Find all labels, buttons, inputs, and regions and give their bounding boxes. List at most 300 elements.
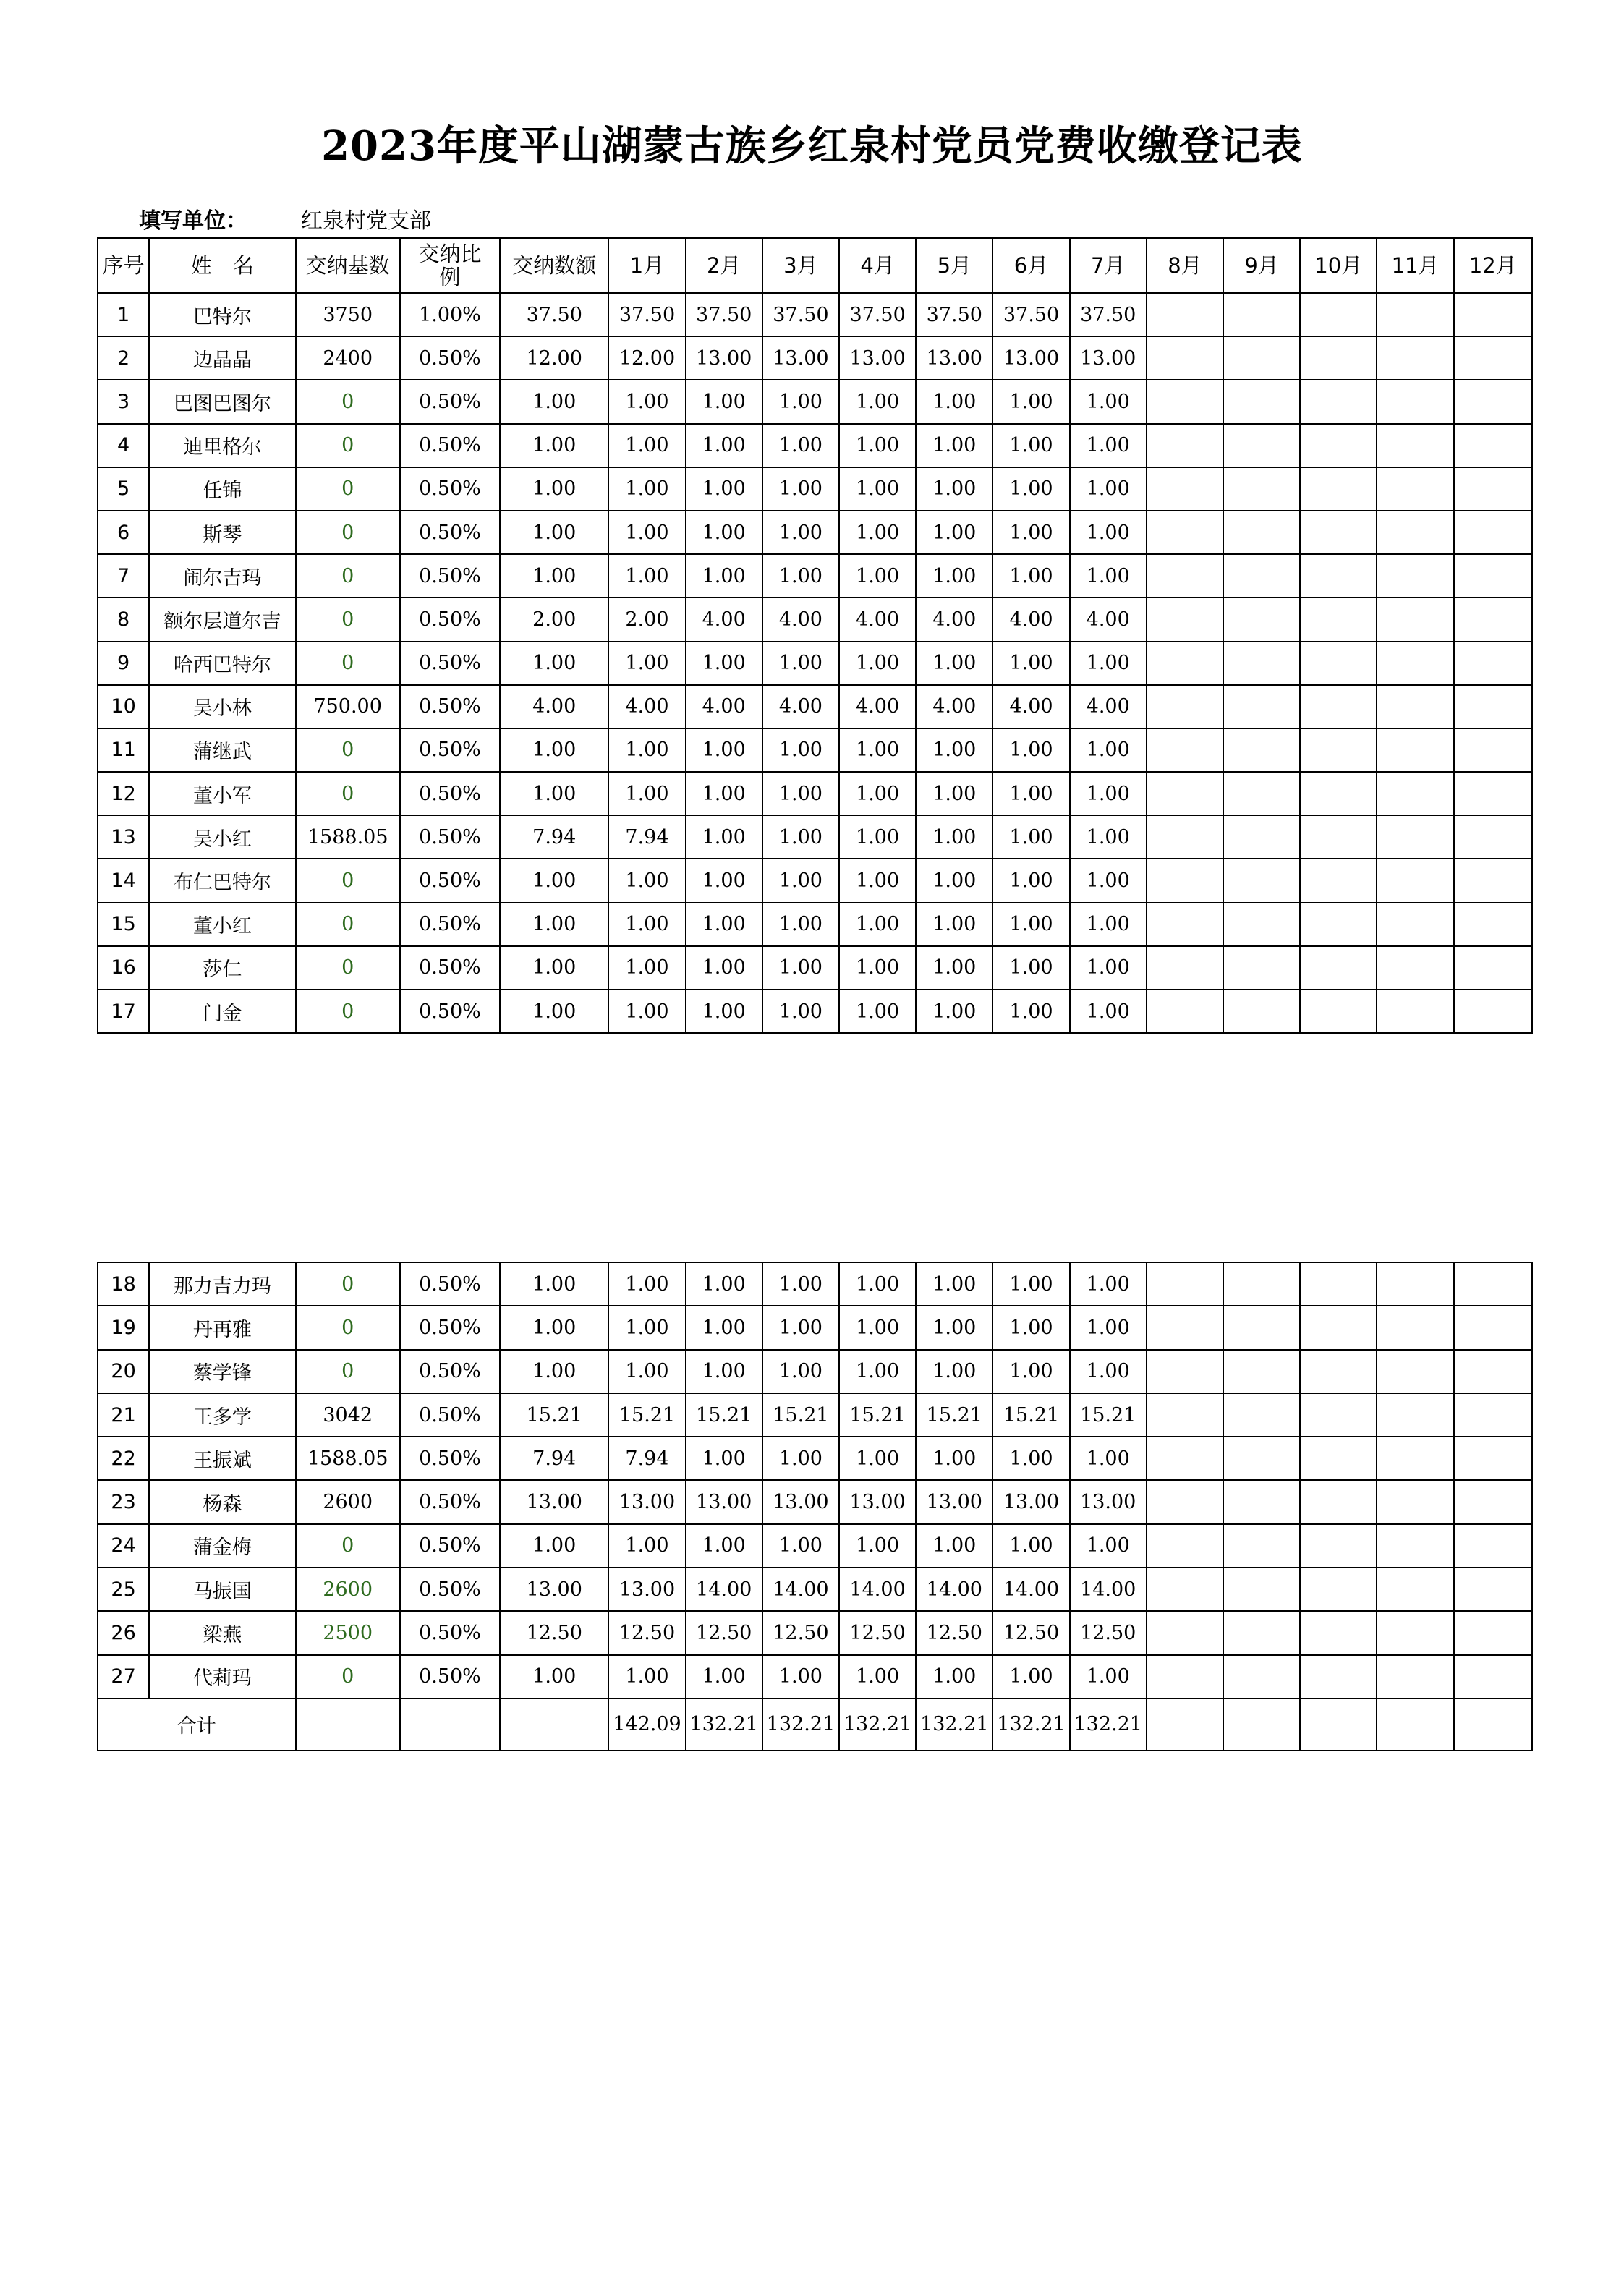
row-month-5: 1.00 (916, 554, 992, 598)
table-body-part-2 (98, 1262, 1532, 1751)
row-ratio: 0.50% (400, 511, 500, 554)
table-row (98, 642, 1532, 685)
row-base: 1588.05 (296, 1437, 400, 1480)
row-month-6: 1.00 (992, 1437, 1069, 1480)
row-month-6: 13.00 (992, 1480, 1069, 1523)
row-month-1: 1.00 (608, 1524, 685, 1568)
row-month-3: 13.00 (762, 1480, 839, 1523)
header-ratio-line2: 例 (439, 265, 461, 289)
row-month-7: 1.00 (1070, 424, 1147, 467)
row-month-10 (1300, 642, 1377, 685)
total-month-11 (1377, 1698, 1453, 1751)
row-name: 吴小红 (149, 815, 295, 859)
row-month-4: 1.00 (839, 1350, 916, 1393)
row-month-6: 37.50 (992, 293, 1069, 336)
header-month-9: 9月 (1223, 238, 1300, 293)
row-seq: 5 (98, 467, 149, 511)
row-month-6: 4.00 (992, 685, 1069, 728)
table-row (98, 1524, 1532, 1568)
row-month-9 (1223, 859, 1300, 902)
row-month-1: 7.94 (608, 815, 685, 859)
row-month-9 (1223, 685, 1300, 728)
row-month-8 (1147, 554, 1223, 598)
row-ratio: 0.50% (400, 728, 500, 772)
row-amount: 37.50 (500, 293, 608, 336)
row-month-5: 15.21 (916, 1393, 992, 1437)
row-month-6: 13.00 (992, 336, 1069, 380)
row-month-6: 1.00 (992, 467, 1069, 511)
row-seq: 6 (98, 511, 149, 554)
row-month-1: 13.00 (608, 1568, 685, 1611)
row-month-3: 1.00 (762, 815, 839, 859)
row-month-8 (1147, 1306, 1223, 1349)
total-month-10 (1300, 1698, 1377, 1751)
row-base: 0 (296, 642, 400, 685)
row-base: 0 (296, 1306, 400, 1349)
row-month-5: 1.00 (916, 642, 992, 685)
row-month-11 (1377, 293, 1453, 336)
row-seq: 1 (98, 293, 149, 336)
row-month-7: 1.00 (1070, 1262, 1147, 1306)
row-month-1: 1.00 (608, 859, 685, 902)
row-seq: 17 (98, 990, 149, 1033)
row-month-10 (1300, 336, 1377, 380)
row-month-10 (1300, 1480, 1377, 1523)
filling-unit-value: 红泉村党支部 (301, 208, 431, 234)
row-month-6: 1.00 (992, 1350, 1069, 1393)
row-month-4: 4.00 (839, 598, 916, 641)
row-month-10 (1300, 380, 1377, 423)
total-month-9 (1223, 1698, 1300, 1751)
row-month-5: 13.00 (916, 1480, 992, 1523)
row-month-4: 12.50 (839, 1611, 916, 1654)
table-row (98, 1437, 1532, 1480)
row-ratio: 0.50% (400, 336, 500, 380)
row-month-10 (1300, 903, 1377, 946)
row-amount: 1.00 (500, 903, 608, 946)
row-ratio: 0.50% (400, 1568, 500, 1611)
row-month-5: 1.00 (916, 772, 992, 815)
filling-unit-label: 填写单位： (139, 208, 247, 234)
row-ratio: 0.50% (400, 380, 500, 423)
row-month-9 (1223, 424, 1300, 467)
row-name: 蒲金梅 (149, 1524, 295, 1568)
table-row (98, 1393, 1532, 1437)
row-name: 边晶晶 (149, 336, 295, 380)
row-seq: 3 (98, 380, 149, 423)
row-month-6: 12.50 (992, 1611, 1069, 1654)
dues-table-part-2 (97, 1262, 1533, 1751)
row-month-9 (1223, 1611, 1300, 1654)
row-month-10 (1300, 990, 1377, 1033)
row-ratio: 0.50% (400, 1655, 500, 1698)
row-month-11 (1377, 903, 1453, 946)
row-base: 0 (296, 598, 400, 641)
row-month-2: 1.00 (686, 903, 762, 946)
row-month-4: 1.00 (839, 380, 916, 423)
row-month-2: 1.00 (686, 554, 762, 598)
row-ratio: 0.50% (400, 946, 500, 990)
row-month-6: 14.00 (992, 1568, 1069, 1611)
row-amount: 13.00 (500, 1480, 608, 1523)
row-month-5: 1.00 (916, 424, 992, 467)
row-month-9 (1223, 642, 1300, 685)
row-month-5: 1.00 (916, 946, 992, 990)
row-month-4: 1.00 (839, 467, 916, 511)
row-name: 吴小林 (149, 685, 295, 728)
total-label: 合计 (98, 1698, 296, 1751)
row-month-3: 1.00 (762, 642, 839, 685)
row-seq: 25 (98, 1568, 149, 1611)
row-month-3: 1.00 (762, 1655, 839, 1698)
row-month-10 (1300, 511, 1377, 554)
row-month-2: 1.00 (686, 946, 762, 990)
row-month-7: 1.00 (1070, 467, 1147, 511)
row-month-12 (1454, 772, 1532, 815)
row-month-3: 4.00 (762, 598, 839, 641)
total-month-7: 132.21 (1070, 1698, 1147, 1751)
row-month-6: 1.00 (992, 772, 1069, 815)
row-month-1: 1.00 (608, 772, 685, 815)
row-month-10 (1300, 1350, 1377, 1393)
row-month-11 (1377, 336, 1453, 380)
row-month-7: 14.00 (1070, 1568, 1147, 1611)
row-amount: 1.00 (500, 380, 608, 423)
row-month-2: 1.00 (686, 772, 762, 815)
row-month-8 (1147, 815, 1223, 859)
row-amount: 4.00 (500, 685, 608, 728)
row-month-4: 1.00 (839, 990, 916, 1033)
table-row (98, 1262, 1532, 1306)
row-month-12 (1454, 336, 1532, 380)
row-month-12 (1454, 1306, 1532, 1349)
row-month-2: 1.00 (686, 1655, 762, 1698)
table-row (98, 336, 1532, 380)
row-month-3: 1.00 (762, 554, 839, 598)
row-month-1: 12.50 (608, 1611, 685, 1654)
row-month-1: 1.00 (608, 642, 685, 685)
row-month-7: 1.00 (1070, 1437, 1147, 1480)
table-row (98, 1480, 1532, 1523)
row-month-5: 13.00 (916, 336, 992, 380)
row-month-3: 1.00 (762, 946, 839, 990)
row-month-8 (1147, 1393, 1223, 1437)
row-amount: 1.00 (500, 467, 608, 511)
row-name: 迪里格尔 (149, 424, 295, 467)
row-month-9 (1223, 380, 1300, 423)
total-month-3: 132.21 (762, 1698, 839, 1751)
row-month-3: 1.00 (762, 728, 839, 772)
row-month-9 (1223, 815, 1300, 859)
row-month-2: 1.00 (686, 380, 762, 423)
row-month-10 (1300, 598, 1377, 641)
row-month-6: 1.00 (992, 1655, 1069, 1698)
row-month-4: 13.00 (839, 336, 916, 380)
row-month-12 (1454, 642, 1532, 685)
row-month-9 (1223, 1655, 1300, 1698)
row-name: 额尔层道尔吉 (149, 598, 295, 641)
row-ratio: 0.50% (400, 903, 500, 946)
row-seq: 22 (98, 1437, 149, 1480)
row-month-11 (1377, 946, 1453, 990)
row-base: 0 (296, 1655, 400, 1698)
row-month-4: 1.00 (839, 642, 916, 685)
header-month-4: 4月 (839, 238, 916, 293)
row-month-5: 1.00 (916, 1306, 992, 1349)
row-month-11 (1377, 1611, 1453, 1654)
row-month-7: 12.50 (1070, 1611, 1147, 1654)
row-month-3: 12.50 (762, 1611, 839, 1654)
row-month-8 (1147, 1524, 1223, 1568)
row-ratio: 0.50% (400, 1393, 500, 1437)
row-month-3: 4.00 (762, 685, 839, 728)
row-month-4: 1.00 (839, 772, 916, 815)
row-month-2: 1.00 (686, 1524, 762, 1568)
row-month-11 (1377, 1480, 1453, 1523)
row-month-5: 4.00 (916, 598, 992, 641)
row-month-9 (1223, 1480, 1300, 1523)
row-month-6: 4.00 (992, 598, 1069, 641)
row-name: 董小军 (149, 772, 295, 815)
table-row (98, 1350, 1532, 1393)
total-ratio (400, 1698, 500, 1751)
row-month-3: 1.00 (762, 1306, 839, 1349)
row-seq: 7 (98, 554, 149, 598)
row-ratio: 0.50% (400, 772, 500, 815)
row-month-11 (1377, 1350, 1453, 1393)
row-month-9 (1223, 554, 1300, 598)
row-month-3: 37.50 (762, 293, 839, 336)
row-month-2: 37.50 (686, 293, 762, 336)
total-month-2: 132.21 (686, 1698, 762, 1751)
row-month-5: 1.00 (916, 1350, 992, 1393)
row-month-10 (1300, 946, 1377, 990)
row-month-12 (1454, 946, 1532, 990)
row-amount: 1.00 (500, 859, 608, 902)
row-month-11 (1377, 1524, 1453, 1568)
row-month-7: 1.00 (1070, 554, 1147, 598)
row-month-11 (1377, 642, 1453, 685)
row-month-9 (1223, 1306, 1300, 1349)
row-month-9 (1223, 1262, 1300, 1306)
header-month-11: 11月 (1377, 238, 1453, 293)
row-seq: 8 (98, 598, 149, 641)
row-amount: 1.00 (500, 1524, 608, 1568)
row-seq: 18 (98, 1262, 149, 1306)
row-month-11 (1377, 554, 1453, 598)
row-base: 1588.05 (296, 815, 400, 859)
row-month-4: 1.00 (839, 815, 916, 859)
table-row (98, 554, 1532, 598)
row-month-12 (1454, 728, 1532, 772)
row-month-12 (1454, 380, 1532, 423)
row-name: 哈西巴特尔 (149, 642, 295, 685)
row-base: 2400 (296, 336, 400, 380)
row-month-2: 1.00 (686, 1437, 762, 1480)
row-base: 2600 (296, 1480, 400, 1523)
row-name: 布仁巴特尔 (149, 859, 295, 902)
row-month-4: 13.00 (839, 1480, 916, 1523)
header-month-2: 2月 (686, 238, 762, 293)
row-ratio: 0.50% (400, 554, 500, 598)
row-month-6: 1.00 (992, 1306, 1069, 1349)
row-month-6: 1.00 (992, 815, 1069, 859)
table-header-row (98, 238, 1532, 293)
row-month-6: 1.00 (992, 903, 1069, 946)
row-month-4: 1.00 (839, 554, 916, 598)
row-month-11 (1377, 685, 1453, 728)
row-month-7: 1.00 (1070, 1524, 1147, 1568)
row-base: 0 (296, 554, 400, 598)
row-name: 斯琴 (149, 511, 295, 554)
row-month-2: 1.00 (686, 1306, 762, 1349)
row-month-12 (1454, 1437, 1532, 1480)
row-month-4: 1.00 (839, 424, 916, 467)
row-month-7: 4.00 (1070, 685, 1147, 728)
row-amount: 12.50 (500, 1611, 608, 1654)
row-month-5: 1.00 (916, 1655, 992, 1698)
row-month-3: 1.00 (762, 1350, 839, 1393)
row-name: 王多学 (149, 1393, 295, 1437)
row-month-7: 1.00 (1070, 772, 1147, 815)
table-row (98, 903, 1532, 946)
row-base: 0 (296, 859, 400, 902)
row-base: 0 (296, 1350, 400, 1393)
row-month-8 (1147, 380, 1223, 423)
row-month-8 (1147, 336, 1223, 380)
row-month-2: 1.00 (686, 1262, 762, 1306)
row-month-4: 1.00 (839, 728, 916, 772)
row-seq: 15 (98, 903, 149, 946)
row-month-7: 15.21 (1070, 1393, 1147, 1437)
row-month-1: 1.00 (608, 467, 685, 511)
total-month-5: 132.21 (916, 1698, 992, 1751)
total-month-8 (1147, 1698, 1223, 1751)
row-name: 蔡学锋 (149, 1350, 295, 1393)
row-month-12 (1454, 1611, 1532, 1654)
row-base: 0 (296, 946, 400, 990)
row-month-3: 1.00 (762, 467, 839, 511)
row-month-6: 1.00 (992, 642, 1069, 685)
header-month-5: 5月 (916, 238, 992, 293)
total-month-12 (1454, 1698, 1532, 1751)
row-seq: 20 (98, 1350, 149, 1393)
row-amount: 1.00 (500, 642, 608, 685)
table-row (98, 990, 1532, 1033)
row-month-12 (1454, 424, 1532, 467)
row-name: 梁燕 (149, 1611, 295, 1654)
row-month-1: 1.00 (608, 380, 685, 423)
row-month-1: 1.00 (608, 554, 685, 598)
row-ratio: 0.50% (400, 467, 500, 511)
header-month-3: 3月 (762, 238, 839, 293)
row-month-9 (1223, 1524, 1300, 1568)
row-month-4: 1.00 (839, 859, 916, 902)
row-ratio: 0.50% (400, 1480, 500, 1523)
row-seq: 21 (98, 1393, 149, 1437)
row-month-9 (1223, 467, 1300, 511)
row-amount: 1.00 (500, 990, 608, 1033)
header-month-10: 10月 (1300, 238, 1377, 293)
row-month-7: 1.00 (1070, 1306, 1147, 1349)
table-row (98, 598, 1532, 641)
row-month-5: 1.00 (916, 859, 992, 902)
row-month-10 (1300, 554, 1377, 598)
row-base: 0 (296, 772, 400, 815)
row-month-5: 1.00 (916, 380, 992, 423)
row-month-9 (1223, 1437, 1300, 1480)
row-month-9 (1223, 1393, 1300, 1437)
row-month-1: 1.00 (608, 511, 685, 554)
table-row (98, 511, 1532, 554)
total-base (296, 1698, 400, 1751)
row-month-3: 1.00 (762, 772, 839, 815)
row-month-1: 1.00 (608, 903, 685, 946)
row-seq: 10 (98, 685, 149, 728)
row-month-12 (1454, 1350, 1532, 1393)
row-month-12 (1454, 1568, 1532, 1611)
row-month-5: 4.00 (916, 685, 992, 728)
row-month-12 (1454, 815, 1532, 859)
row-base: 0 (296, 380, 400, 423)
row-month-12 (1454, 1524, 1532, 1568)
row-base: 0 (296, 1524, 400, 1568)
row-month-2: 15.21 (686, 1393, 762, 1437)
row-month-7: 1.00 (1070, 859, 1147, 902)
row-base: 3750 (296, 293, 400, 336)
row-seq: 14 (98, 859, 149, 902)
row-month-6: 1.00 (992, 1524, 1069, 1568)
table-row (98, 728, 1532, 772)
row-base: 0 (296, 728, 400, 772)
row-month-10 (1300, 293, 1377, 336)
row-month-12 (1454, 598, 1532, 641)
row-month-10 (1300, 859, 1377, 902)
row-month-11 (1377, 380, 1453, 423)
row-month-2: 1.00 (686, 728, 762, 772)
row-month-8 (1147, 728, 1223, 772)
row-ratio: 0.50% (400, 815, 500, 859)
row-base: 2500 (296, 1611, 400, 1654)
row-month-9 (1223, 903, 1300, 946)
row-month-10 (1300, 728, 1377, 772)
row-month-10 (1300, 1568, 1377, 1611)
row-name: 王振斌 (149, 1437, 295, 1480)
row-month-3: 1.00 (762, 380, 839, 423)
row-month-8 (1147, 946, 1223, 990)
row-amount: 15.21 (500, 1393, 608, 1437)
row-month-6: 15.21 (992, 1393, 1069, 1437)
row-month-9 (1223, 1568, 1300, 1611)
row-month-1: 1.00 (608, 424, 685, 467)
row-month-3: 1.00 (762, 859, 839, 902)
row-month-11 (1377, 815, 1453, 859)
row-name: 丹再雅 (149, 1306, 295, 1349)
row-month-1: 2.00 (608, 598, 685, 641)
row-amount: 13.00 (500, 1568, 608, 1611)
row-month-2: 1.00 (686, 1350, 762, 1393)
row-month-11 (1377, 1437, 1453, 1480)
row-month-8 (1147, 772, 1223, 815)
row-month-12 (1454, 990, 1532, 1033)
row-seq: 27 (98, 1655, 149, 1698)
row-ratio: 0.50% (400, 685, 500, 728)
row-month-8 (1147, 903, 1223, 946)
row-name: 杨森 (149, 1480, 295, 1523)
dues-table-part-1 (97, 237, 1533, 1034)
row-month-12 (1454, 1262, 1532, 1306)
row-month-4: 37.50 (839, 293, 916, 336)
